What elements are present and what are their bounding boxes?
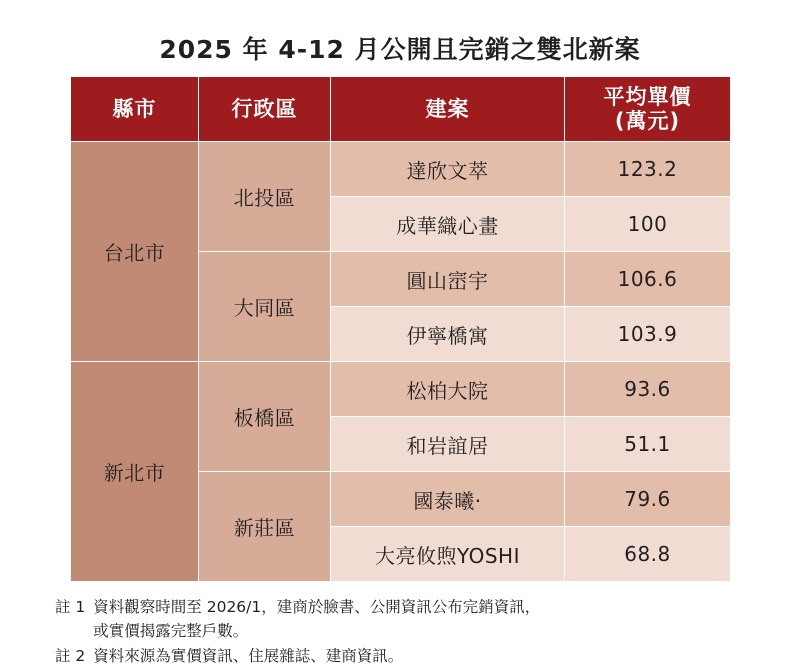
- cell-project: 達欣文萃: [331, 142, 565, 197]
- cell-price: 79.6: [565, 472, 731, 527]
- column-header-price-line1: 平均單價: [603, 85, 692, 109]
- cell-county: 台北市: [71, 142, 199, 362]
- footnote-1-text: [93, 596, 745, 643]
- footnote-2: [55, 645, 745, 668]
- footnote-1-line1: 資料觀察時間至 2026/1，建商於臉書、公開資訊公布完銷資訊，: [93, 598, 541, 617]
- cell-project: 松柏大院: [331, 362, 565, 417]
- cell-county: 新北市: [71, 362, 199, 582]
- cell-project: 大亮攸煦YOSHI: [331, 527, 565, 582]
- cell-price: 103.9: [565, 307, 731, 362]
- cell-district: 新莊區: [199, 472, 331, 582]
- cell-project: 成華織心畫: [331, 197, 565, 252]
- projects-table: [70, 76, 731, 582]
- column-header-county: 縣市: [71, 77, 199, 142]
- cell-price: 106.6: [565, 252, 731, 307]
- cell-price: 51.1: [565, 417, 731, 472]
- cell-project: 伊寧橋寓: [331, 307, 565, 362]
- cell-district: 板橋區: [199, 362, 331, 472]
- footnote-1-label: 註 1: [55, 598, 86, 617]
- footnote-2-text: [93, 645, 745, 668]
- cell-project: 國泰曦‧: [331, 472, 565, 527]
- cell-project: 和岩誼居: [331, 417, 565, 472]
- footnote-2-label: 註 2: [55, 646, 86, 665]
- column-header-price-line2: (萬元): [614, 109, 681, 134]
- column-header-district: 行政區: [199, 77, 331, 142]
- cell-price: 68.8: [565, 527, 731, 582]
- cell-price: 123.2: [565, 142, 731, 197]
- table-header-row: [71, 77, 731, 142]
- footnote-1: [55, 596, 745, 643]
- cell-district: 北投區: [199, 142, 331, 252]
- table-row: [71, 362, 731, 417]
- cell-project: 圓山崈宇: [331, 252, 565, 307]
- cell-price: 93.6: [565, 362, 731, 417]
- footnote-1-line2: 或實價揭露完整戶數。: [93, 621, 249, 640]
- cell-price: 100: [565, 197, 731, 252]
- page-title: 2025 年 4-12 月公開且完銷之雙北新案: [159, 35, 641, 64]
- table-row: [71, 142, 731, 197]
- footnotes: [55, 596, 745, 668]
- footnote-2-line1: 資料來源為實價資訊、住展雜誌、建商資訊。: [93, 646, 404, 665]
- table-container: [70, 76, 730, 582]
- column-header-project: 建案: [331, 77, 565, 142]
- column-header-price: [565, 77, 731, 142]
- cell-district: 大同區: [199, 252, 331, 362]
